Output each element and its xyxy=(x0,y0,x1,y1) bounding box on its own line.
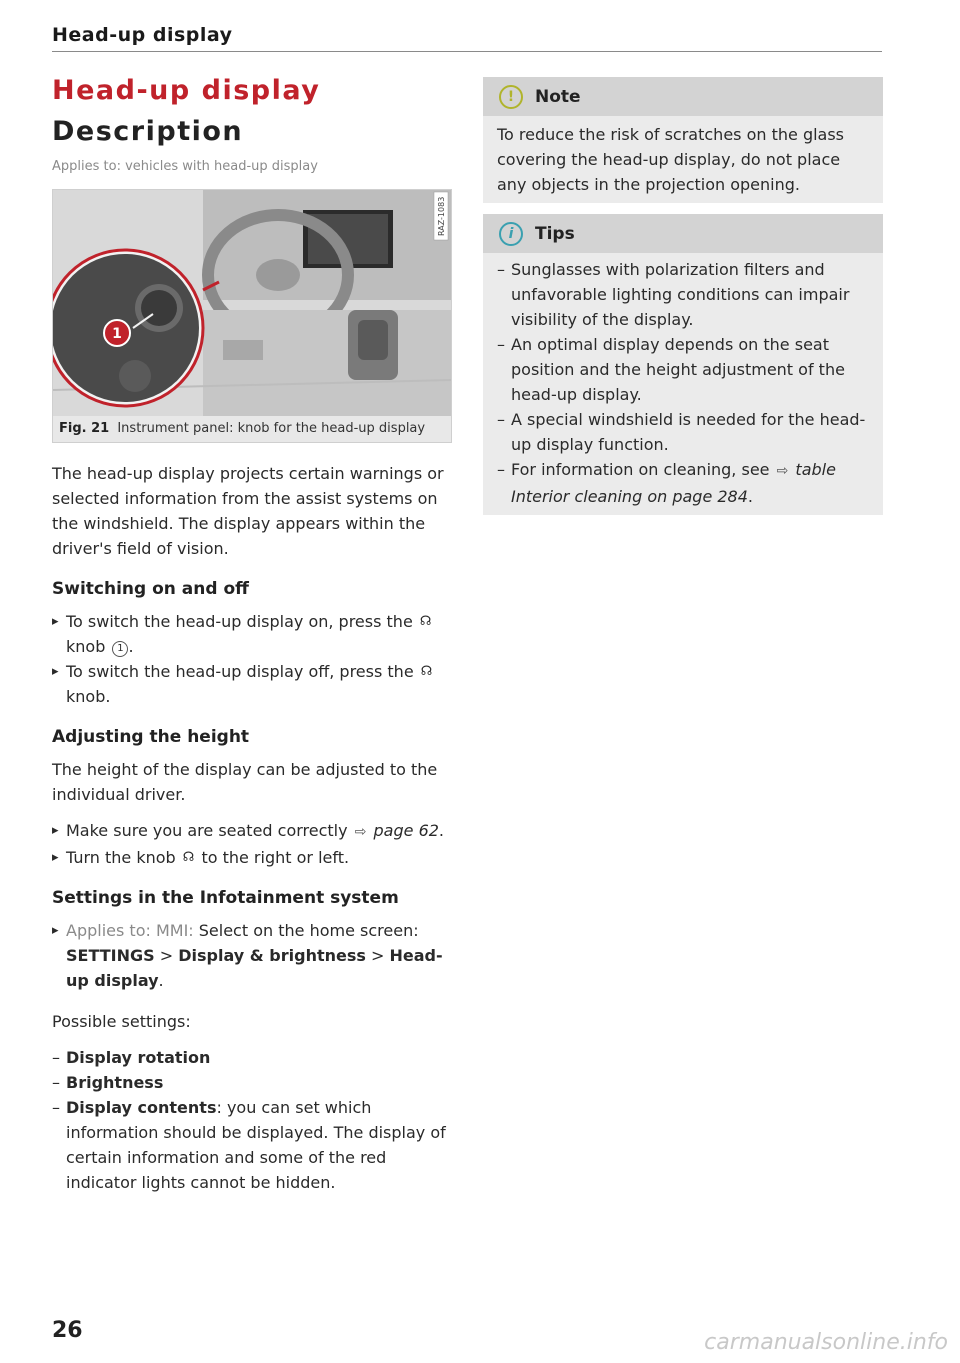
heading-switching: Switching on and off xyxy=(52,579,249,599)
callout-1-icon: 1 xyxy=(112,641,128,657)
step-turn-knob xyxy=(52,845,452,870)
list-item xyxy=(52,1070,452,1095)
page-number: 26 xyxy=(52,1318,83,1343)
tips-box xyxy=(483,214,883,515)
info-icon: i xyxy=(499,222,523,246)
intro-paragraph: The head-up display projects certain warnings or selected information from the assist systems on the windshield. The display appears within the driver's field of vision. xyxy=(52,464,444,558)
tip-item: – For information on cleaning, see ⇨ table Interior cleaning on page 284. xyxy=(497,457,869,509)
figure-label: Fig. 21 xyxy=(59,421,110,436)
left-column xyxy=(52,72,452,1195)
tips-title: Tips xyxy=(535,223,575,244)
running-header: Head-up display xyxy=(52,24,233,46)
step-text: knob. xyxy=(66,687,111,706)
setting-description: : you can set which information should be displayed. The display of certain information and some of the red indicator lights cannot be hidden. xyxy=(66,1098,446,1192)
infotainment-steps xyxy=(52,918,452,993)
hud-knob-icon: ☊ xyxy=(182,850,195,865)
tip-item: – Sunglasses with polarization filters and unfavorable lighting conditions can impair visibility of the display. xyxy=(497,257,869,332)
hud-knob-icon: ☊ xyxy=(420,664,433,679)
step-text: knob xyxy=(66,637,106,656)
note-body xyxy=(483,116,883,203)
figure-code: RAZ-1083 xyxy=(437,196,446,236)
note-title: Note xyxy=(535,86,581,107)
heading-height: Adjusting the height xyxy=(52,727,250,747)
height-steps xyxy=(52,818,452,870)
menu-path-hud: Head-up display xyxy=(66,946,443,990)
figure-caption xyxy=(53,416,451,442)
step-text: Turn the knob xyxy=(66,848,176,867)
setting-name: Display contents xyxy=(66,1098,217,1117)
watermark: carmanualsonline.info xyxy=(704,1330,948,1355)
setting-name: Brightness xyxy=(66,1073,164,1092)
menu-path-display: Display & brightness xyxy=(178,946,366,965)
header-rule xyxy=(52,51,882,52)
warning-icon: ! xyxy=(499,85,523,109)
tip-text: For information on cleaning, see xyxy=(511,460,770,479)
hud-knob-icon: ☊ xyxy=(419,614,432,629)
step-text: To switch the head-up display off, press the xyxy=(66,662,414,681)
step-switch-off xyxy=(52,659,452,709)
height-paragraph: The height of the display can be adjusted to the individual driver. xyxy=(52,760,438,804)
tips-header xyxy=(483,214,883,253)
step-seat: ▸ Make sure you are seated correctly ⇨ page 62. xyxy=(52,818,452,845)
note-header xyxy=(483,77,883,116)
callout-1: 1 xyxy=(112,326,122,342)
note-box xyxy=(483,77,883,203)
figure-caption-text: Instrument panel: knob for the head-up display xyxy=(117,421,426,436)
instrument-panel-illustration xyxy=(53,190,451,416)
step-text: Make sure you are seated correctly xyxy=(66,821,348,840)
applies-inline: Applies to: MMI: xyxy=(66,921,194,940)
note-text: To reduce the risk of scratches on the glass covering the head-up display, do not place any objects in the projection opening. xyxy=(497,125,845,194)
step-switch-on: ▸ To switch the head-up display on, press the ☊ knob 1 . xyxy=(52,609,452,659)
possible-settings-label: Possible settings: xyxy=(52,1012,191,1031)
tip-item: – A special windshield is needed for the head-up display function. xyxy=(497,407,869,457)
possible-settings-list xyxy=(52,1045,452,1195)
cross-ref-link[interactable]: page 62 xyxy=(373,821,439,840)
section-title: Head-up display xyxy=(52,75,321,106)
menu-path-settings: SETTINGS xyxy=(66,946,155,965)
step-text: To switch the head-up display on, press the xyxy=(66,612,413,631)
step-text: to the right or left. xyxy=(201,848,350,867)
figure-21 xyxy=(52,189,452,443)
step-mmi: ▸ Applies to: MMI: Select on the home screen: SETTINGS > Display & brightness > Head-up display. xyxy=(52,918,452,993)
tip-item: – An optimal display depends on the seat position and the height adjustment of the head-up display. xyxy=(497,332,869,407)
applies-note: Applies to: vehicles with head-up display xyxy=(52,159,318,174)
right-column xyxy=(483,77,883,515)
setting-name: Display rotation xyxy=(66,1048,211,1067)
cross-ref-arrow-icon: ⇨ xyxy=(354,824,367,840)
section-subtitle: Description xyxy=(52,116,244,147)
list-item xyxy=(52,1045,452,1070)
cross-ref-link[interactable]: table Interior cleaning on page 284 xyxy=(511,460,836,506)
step-text: Select on the home screen: xyxy=(198,921,419,940)
cross-ref-arrow-icon: ⇨ xyxy=(776,463,789,479)
list-item xyxy=(52,1095,452,1195)
heading-infotainment: Settings in the Infotainment system xyxy=(52,888,399,908)
tips-body xyxy=(483,253,883,515)
switching-steps xyxy=(52,609,452,709)
